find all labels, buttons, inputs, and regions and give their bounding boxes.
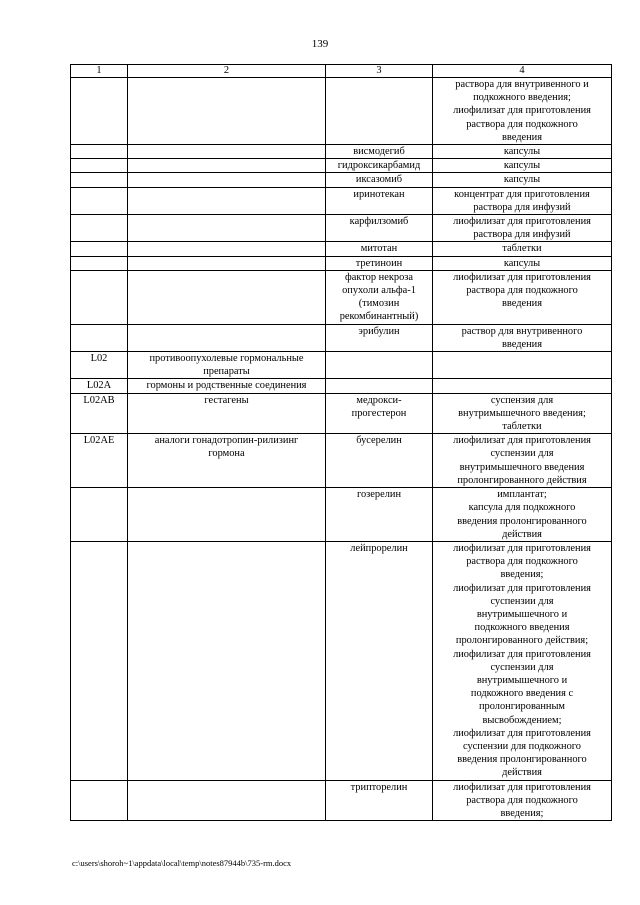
cell-text-line: введения; xyxy=(500,569,544,581)
table-row xyxy=(71,173,612,187)
cell-text-line: эрибулин xyxy=(358,325,400,337)
header-col-2: 2 xyxy=(128,65,326,78)
group-name-cell xyxy=(128,215,326,242)
cell-text-line: медрокси- xyxy=(356,394,402,406)
group-name-cell xyxy=(128,488,326,542)
header-col-3: 3 xyxy=(326,65,433,78)
cell-text-line: опухоли альфа-1 xyxy=(342,285,416,297)
table-row xyxy=(71,393,612,434)
drug-name-cell xyxy=(326,173,433,187)
table-row xyxy=(71,324,612,351)
group-name-cell xyxy=(128,434,326,488)
table-row xyxy=(71,145,612,159)
group-name-cell xyxy=(128,145,326,159)
cell-text-line: раствора для подкожного xyxy=(466,556,578,568)
dosage-form-cell xyxy=(433,434,612,488)
drug-name-cell xyxy=(326,488,433,542)
atc-code-cell xyxy=(71,352,128,379)
cell-text-line: капсула для подкожного xyxy=(468,502,576,514)
table-row xyxy=(71,488,612,542)
drug-name-cell xyxy=(326,393,433,434)
cell-text-line: раствора для подкожного xyxy=(466,794,578,806)
cell-text-line: лиофилизат для приготовления xyxy=(453,271,591,283)
cell-text-line: введения; xyxy=(500,807,544,819)
cell-text-line: иксазомиб xyxy=(355,174,403,186)
cell-text-line: прогестерон xyxy=(351,407,407,419)
cell-text-line: гестагены xyxy=(204,394,249,406)
cell-text-line: лиофилизат для приготовления xyxy=(453,105,591,117)
dosage-form-cell xyxy=(433,488,612,542)
dosage-form-cell xyxy=(433,352,612,379)
cell-text-line: аналоги гонадотропин-рилизинг xyxy=(154,435,299,447)
cell-text-line: лиофилизат для приготовления xyxy=(453,435,591,447)
dosage-form-cell xyxy=(433,379,612,393)
drug-name-cell xyxy=(326,541,433,780)
table-row xyxy=(71,434,612,488)
drug-name-cell xyxy=(326,270,433,324)
drug-name-cell xyxy=(326,145,433,159)
drug-name-cell xyxy=(326,187,433,214)
cell-text-line: суспензии для xyxy=(490,448,554,460)
cell-text-line: капсулы xyxy=(503,257,541,269)
drug-name-cell xyxy=(326,434,433,488)
group-name-cell xyxy=(128,173,326,187)
cell-text-line: лиофилизат для приготовления xyxy=(453,216,591,228)
table-row xyxy=(71,541,612,780)
cell-text-line: внутримышечного введения xyxy=(459,461,585,473)
cell-text-line: третиноин xyxy=(355,257,403,269)
cell-text-line: митотан xyxy=(360,243,398,255)
atc-code-cell xyxy=(71,379,128,393)
drug-name-cell xyxy=(326,215,433,242)
cell-text-line: лиофилизат для приготовления xyxy=(453,727,591,739)
drug-name-cell xyxy=(326,256,433,270)
table-row xyxy=(71,270,612,324)
cell-text-line: суспензия для xyxy=(490,394,554,406)
group-name-cell xyxy=(128,780,326,821)
table-row xyxy=(71,187,612,214)
dosage-form-cell xyxy=(433,78,612,145)
cell-text-line: суспензии для xyxy=(490,595,554,607)
cell-text-line: подкожного введения с xyxy=(470,688,574,700)
atc-code-cell xyxy=(71,242,128,256)
cell-text-line: висмодегиб xyxy=(353,146,405,158)
drug-name-cell xyxy=(326,242,433,256)
drug-table xyxy=(70,64,612,821)
cell-text-line: гормона xyxy=(208,448,245,460)
table-row xyxy=(71,242,612,256)
cell-text-line: L02A xyxy=(86,380,112,392)
cell-text-line: карфилзомиб xyxy=(349,216,409,228)
table-row xyxy=(71,159,612,173)
cell-text-line: введения xyxy=(501,338,543,350)
atc-code-cell xyxy=(71,159,128,173)
cell-text-line: внутримышечного и xyxy=(476,674,568,686)
dosage-form-cell xyxy=(433,173,612,187)
cell-text-line: пролонгированного действия xyxy=(457,474,587,486)
dosage-form-cell xyxy=(433,324,612,351)
cell-text-line: гидроксикарбамид xyxy=(337,160,421,172)
cell-text-line: раствора для инфузий xyxy=(473,201,571,213)
group-name-cell xyxy=(128,270,326,324)
drug-name-cell xyxy=(326,780,433,821)
group-name-cell xyxy=(128,187,326,214)
cell-text-line: пролонгированным xyxy=(478,701,566,713)
group-name-cell xyxy=(128,159,326,173)
group-name-cell xyxy=(128,78,326,145)
atc-code-cell xyxy=(71,541,128,780)
cell-text-line: L02 xyxy=(90,353,108,365)
cell-text-line: L02AB xyxy=(83,394,115,406)
cell-text-line: введения xyxy=(501,298,543,310)
cell-text-line: внутримышечного и xyxy=(476,608,568,620)
cell-text-line: раствора для подкожного xyxy=(466,118,578,130)
cell-text-line: лиофилизат для приготовления xyxy=(453,781,591,793)
cell-text-line: раствора для внутривенного и xyxy=(455,79,589,90)
cell-text-line: раствора для подкожного xyxy=(466,285,578,297)
atc-code-cell xyxy=(71,78,128,145)
dosage-form-cell xyxy=(433,541,612,780)
dosage-form-cell xyxy=(433,780,612,821)
group-name-cell xyxy=(128,541,326,780)
header-col-1: 1 xyxy=(71,65,128,78)
atc-code-cell xyxy=(71,270,128,324)
cell-text-line: раствора для инфузий xyxy=(473,229,571,241)
atc-code-cell xyxy=(71,324,128,351)
cell-text-line: таблетки xyxy=(502,421,542,433)
table-row xyxy=(71,215,612,242)
atc-code-cell xyxy=(71,215,128,242)
atc-code-cell xyxy=(71,488,128,542)
cell-text-line: суспензии для xyxy=(490,661,554,673)
cell-text-line: лиофилизат для приготовления xyxy=(453,542,591,554)
table-row xyxy=(71,256,612,270)
drug-name-cell xyxy=(326,159,433,173)
table-row xyxy=(71,379,612,393)
cell-text-line: таблетки xyxy=(502,243,542,255)
dosage-form-cell xyxy=(433,187,612,214)
cell-text-line: суспензии для подкожного xyxy=(462,740,582,752)
dosage-form-cell xyxy=(433,215,612,242)
cell-text-line: подкожного введения; xyxy=(473,92,571,104)
cell-text-line: фактор некроза xyxy=(345,271,413,283)
cell-text-line: подкожного введения xyxy=(474,622,570,634)
table-row xyxy=(71,780,612,821)
cell-text-line: действия xyxy=(502,767,542,779)
cell-text-line: (тимозин xyxy=(358,298,400,310)
cell-text-line: препараты xyxy=(203,366,250,378)
cell-text-line: введения пролонгированного xyxy=(457,515,587,527)
drug-name-cell xyxy=(326,78,433,145)
group-name-cell xyxy=(128,256,326,270)
group-name-cell xyxy=(128,393,326,434)
cell-text-line: введения xyxy=(501,131,543,143)
atc-code-cell xyxy=(71,393,128,434)
page-number: 139 xyxy=(311,38,329,50)
cell-text-line: введения пролонгированного xyxy=(457,754,587,766)
cell-text-line: лиофилизат для приготовления xyxy=(453,582,591,594)
cell-text-line: капсулы xyxy=(503,146,541,158)
atc-code-cell xyxy=(71,434,128,488)
header-col-4: 4 xyxy=(433,65,612,78)
dosage-form-cell xyxy=(433,159,612,173)
dosage-form-cell xyxy=(433,270,612,324)
cell-text-line: лиофилизат для приготовления xyxy=(453,648,591,660)
footer-file-path: c:\users\shoroh~1\appdata\local\temp\notes87944b\735-rm.docx xyxy=(72,858,292,868)
group-name-cell xyxy=(128,379,326,393)
cell-text-line: высвобождением; xyxy=(482,714,562,726)
dosage-form-cell xyxy=(433,145,612,159)
drug-name-cell xyxy=(326,352,433,379)
cell-text-line: действия xyxy=(502,528,542,540)
drug-name-cell xyxy=(326,379,433,393)
cell-text-line: рекомбинантный) xyxy=(339,311,419,323)
cell-text-line: противоопухолевые гормональные xyxy=(149,353,304,365)
drug-name-cell xyxy=(326,324,433,351)
table-row xyxy=(71,78,612,145)
cell-text-line: капсулы xyxy=(503,174,541,186)
cell-text-line: трипторелин xyxy=(350,781,408,793)
table-header-row xyxy=(71,65,612,78)
table-row xyxy=(71,352,612,379)
atc-code-cell xyxy=(71,173,128,187)
dosage-form-cell xyxy=(433,393,612,434)
cell-text-line: гормоны и родственные соединения xyxy=(146,380,307,392)
cell-text-line: бусерелин xyxy=(356,435,402,447)
dosage-form-cell xyxy=(433,256,612,270)
cell-text-line: гозерелин xyxy=(356,489,402,501)
atc-code-cell xyxy=(71,256,128,270)
group-name-cell xyxy=(128,352,326,379)
cell-text-line: концентрат для приготовления xyxy=(454,188,590,200)
atc-code-cell xyxy=(71,187,128,214)
cell-text-line: внутримышечного введения; xyxy=(458,407,586,419)
cell-text-line: иринотекан xyxy=(353,188,405,200)
atc-code-cell xyxy=(71,145,128,159)
group-name-cell xyxy=(128,324,326,351)
cell-text-line: капсулы xyxy=(503,160,541,172)
group-name-cell xyxy=(128,242,326,256)
cell-text-line: L02AE xyxy=(83,435,115,447)
cell-text-line: лейпрорелин xyxy=(350,542,408,554)
cell-text-line: пролонгированного действия; xyxy=(455,635,589,647)
cell-text-line: имплантат; xyxy=(497,489,547,501)
table-body xyxy=(71,78,612,821)
cell-text-line: раствор для внутривенного xyxy=(461,325,583,337)
atc-code-cell xyxy=(71,780,128,821)
dosage-form-cell xyxy=(433,242,612,256)
